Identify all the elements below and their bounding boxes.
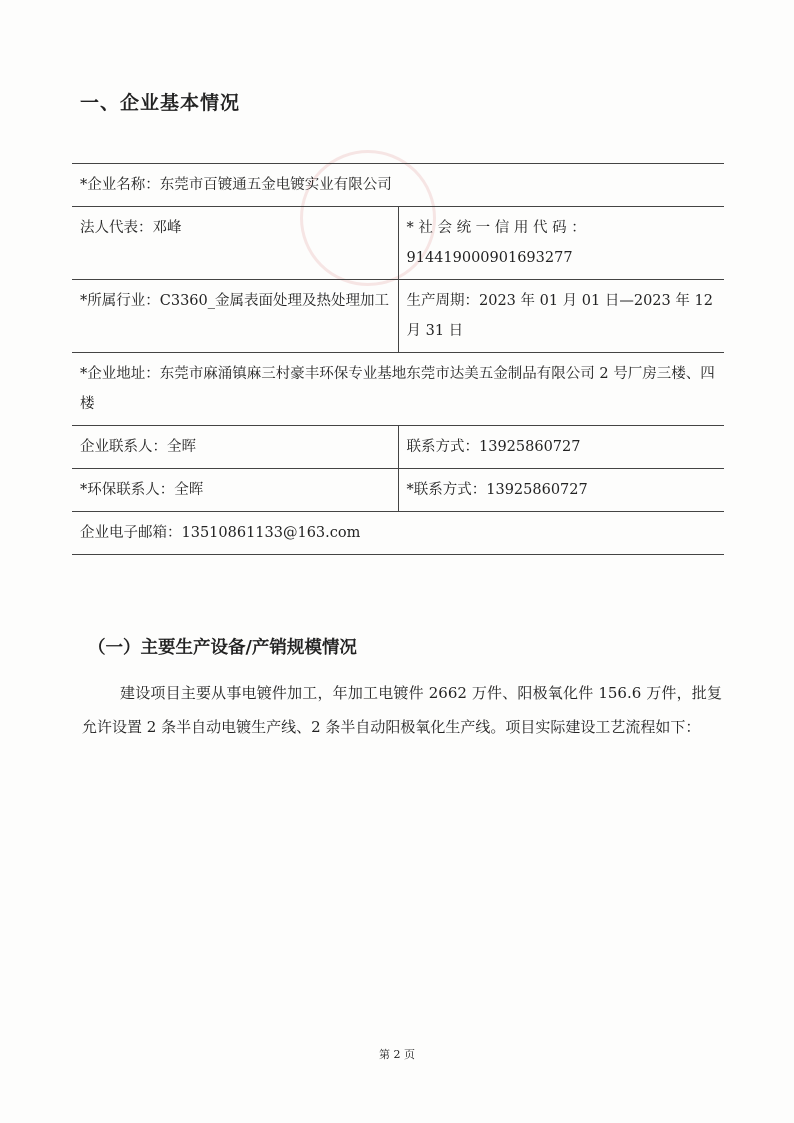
enterprise-info-table [72, 163, 724, 555]
section-title: （一）主要生产设备/产销规模情况 [88, 638, 357, 658]
legal-rep-cell: 法人代表：邓峰 [72, 207, 398, 280]
page-number: 第 2 页 [379, 1048, 415, 1061]
email-cell: 企业电子邮箱：13510861133@163.com [72, 512, 724, 555]
production-period-cell: 生产周期：2023 年 01 月 01 日—2023 年 12 月 31 日 [398, 280, 724, 353]
credit-code-cell [398, 207, 724, 280]
address-cell: *企业地址：东莞市麻涌镇麻三村豪丰环保专业基地东莞市达美五金制品有限公司 2 号厂房三楼、四楼 [72, 353, 724, 426]
env-contact-phone-cell: *联系方式：13925860727 [398, 469, 724, 512]
table-row [72, 512, 724, 555]
company-name-cell: *企业名称：东莞市百镀通五金电镀实业有限公司 [72, 164, 724, 207]
env-contact-person-cell: *环保联系人：全晖 [72, 469, 398, 512]
credit-code-value: 914419000901693277 [406, 250, 573, 266]
table-row [72, 426, 724, 469]
table-row [72, 353, 724, 426]
page-heading: 一、企业基本情况 [80, 92, 241, 114]
contact-phone-cell: 联系方式：13925860727 [398, 426, 724, 469]
contact-person-cell: 企业联系人：全晖 [72, 426, 398, 469]
industry-cell: *所属行业：C3360_金属表面处理及热处理加工 [72, 280, 398, 353]
body-paragraph: 建设项目主要从事电镀件加工，年加工电镀件 2662 万件、阳极氧化件 156.6 万件，批复允许设置 2 条半自动电镀生产线、2 条半自动阳极氧化生产线。项目实际建设工艺流程如下： [82, 684, 722, 736]
table-row [72, 280, 724, 353]
table-row [72, 469, 724, 512]
credit-code-label: * 社 会 统 一 信 用 代 码 ： [406, 220, 586, 236]
table-row [72, 164, 724, 207]
table-row [72, 207, 724, 280]
